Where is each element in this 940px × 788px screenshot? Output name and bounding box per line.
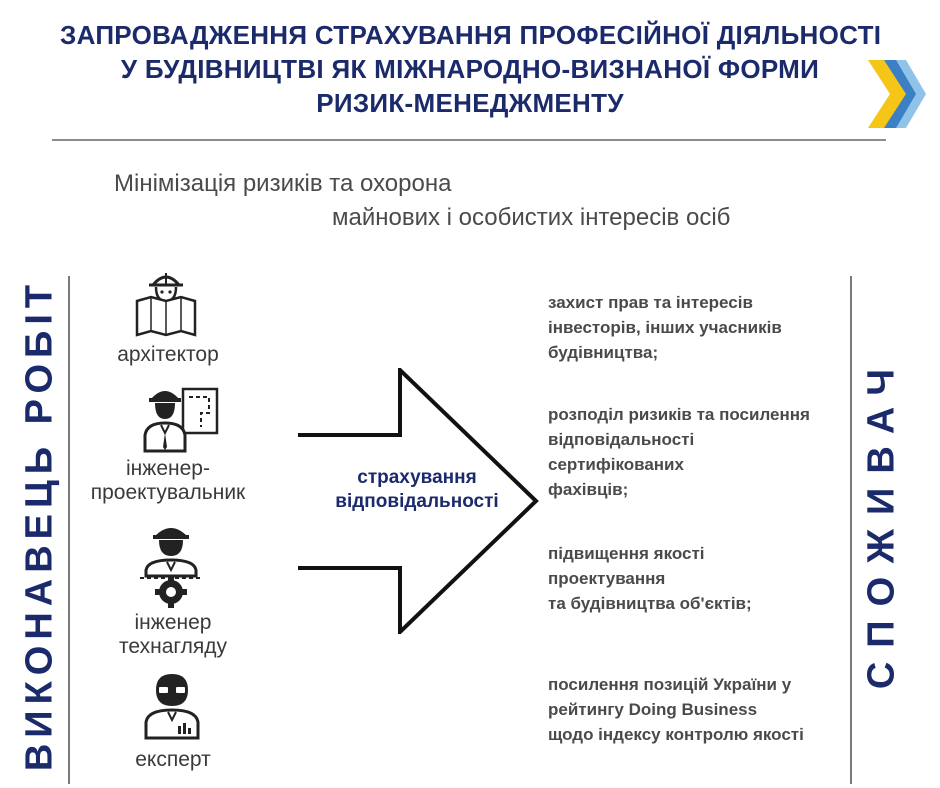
role-label-line: інженер-	[126, 457, 210, 480]
role-label: експерт	[135, 748, 211, 771]
role-label-line: проектувальник	[90, 481, 246, 504]
benefit-line: сертифікованих	[548, 455, 684, 474]
title-line: ЗАПРОВАДЖЕННЯ СТРАХУВАННЯ ПРОФЕСІЙНОЇ ДІЯЛЬНОСТІ	[60, 20, 882, 50]
role-label	[98, 611, 248, 659]
chevron-logo-icon	[866, 58, 928, 130]
benefit-line: захист прав та інтересів	[548, 293, 753, 312]
benefit-line: будівництва;	[548, 343, 659, 362]
subtitle-line: Мінімізація ризиків та охорона	[114, 170, 452, 197]
benefit-line: відповідальності	[548, 430, 695, 449]
title-line: РИЗИК-МЕНЕДЖМЕНТУ	[316, 88, 624, 118]
benefit-item	[548, 672, 804, 747]
role-label-line: інженер	[134, 611, 212, 634]
title-line: У БУДІВНИЦТВІ ЯК МІЖНАРОДНО-ВИЗНАНОЇ ФОРМИ	[120, 54, 820, 84]
benefit-item	[548, 402, 810, 502]
benefit-line: фахівців;	[548, 480, 629, 499]
page-title	[60, 18, 880, 120]
benefit-item	[548, 290, 782, 365]
benefit-line: рейтингу Doing Business	[548, 700, 758, 719]
title-divider	[52, 139, 886, 141]
performer-label: ВИКОНАВЕЦЬ РОБІТ	[18, 278, 61, 772]
role-label	[80, 457, 256, 505]
insurance-label-line: відповідальності	[335, 491, 499, 512]
benefit-line: та будівництва об'єктів;	[548, 594, 752, 613]
consumer-label: СПОЖИВАЧ	[860, 354, 903, 690]
benefit-line: щодо індексу контролю якості	[548, 725, 804, 744]
benefit-line: розподіл ризиків та посилення	[548, 405, 810, 424]
benefit-line: проектування	[548, 569, 666, 588]
supervision-engineer-icon	[138, 520, 204, 608]
benefit-line: підвищення якості	[548, 544, 705, 563]
role-label: архітектор	[117, 343, 219, 366]
benefit-item	[548, 541, 752, 616]
role-label-line: технагляду	[119, 635, 227, 658]
left-divider	[68, 276, 70, 784]
subtitle-line: майнових і особистих інтересів осіб	[332, 204, 731, 231]
benefit-line: інвесторів, інших учасників	[548, 318, 782, 337]
right-divider	[850, 276, 852, 784]
architect-icon	[131, 265, 201, 339]
design-engineer-icon	[143, 383, 223, 453]
insurance-label	[312, 466, 522, 514]
insurance-label-line: страхування	[357, 467, 477, 488]
expert-icon	[144, 668, 200, 740]
benefit-line: посилення позицій України у	[548, 675, 792, 694]
